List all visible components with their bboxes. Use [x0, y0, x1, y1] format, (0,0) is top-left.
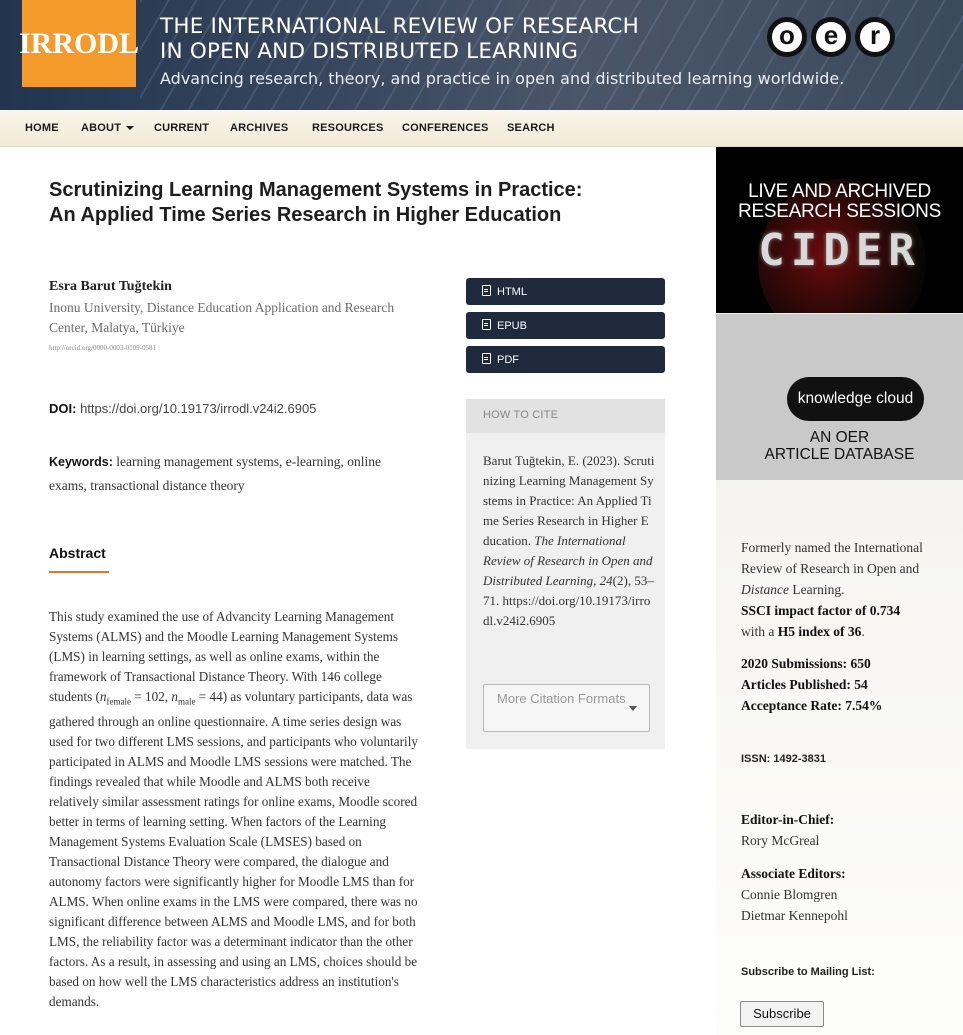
abstract-part1: This study examined the use of Advancity Learning Management Systems (ALMS) and the Moodle Learning Management Systems (LMS) in learning settings, as well as online exams, within the framework of Transactional Distance Theory. With 146 college students (	[49, 609, 399, 704]
cider-banner[interactable]	[716, 147, 963, 313]
journal-stats	[741, 653, 946, 716]
published-stat: Articles Published: 54	[741, 677, 868, 692]
how-to-cite-heading: HOW TO CITE	[466, 399, 665, 433]
chevron-down-icon	[629, 706, 637, 711]
knowledge-cloud-badge: knowledge cloud	[787, 377, 924, 421]
formerly-end: Learning.	[789, 582, 845, 597]
abstract-underline	[49, 571, 109, 573]
formerly-distance: Distance	[741, 582, 789, 597]
site-title[interactable]	[160, 14, 639, 64]
orcid-link[interactable]: http://orcid.org/0000-0003-0109-0581	[49, 344, 156, 352]
cider-line2: RESEARCH SESSIONS	[738, 201, 941, 222]
nav-about-label: ABOUT	[81, 122, 122, 134]
associate-editor-2: Dietmar Kennepohl	[741, 908, 848, 923]
oer-line1: AN OER	[809, 429, 870, 446]
main-nav	[0, 110, 963, 147]
nav-current[interactable]: CURRENT	[154, 122, 210, 134]
abstract-text	[49, 607, 421, 1012]
file-icon	[482, 285, 491, 296]
subscribe-label: Subscribe to Mailing List:	[741, 966, 875, 978]
editor-label: Editor-in-Chief:	[741, 812, 835, 827]
file-icon	[482, 319, 491, 330]
h5-prefix: with a	[741, 624, 778, 639]
male-value: = 44	[195, 689, 223, 704]
citation-formats-dropdown[interactable]	[483, 684, 650, 732]
author-name: Esra Barut Tuğtekin	[49, 279, 172, 294]
n-male-symbol: n	[171, 689, 178, 704]
citation-issue-pages: (2), 53–71.	[483, 573, 654, 608]
h5-suffix: .	[861, 624, 865, 639]
article-title-line1: Scrutinizing Learning Management Systems in Practice:	[49, 179, 583, 201]
acceptance-stat: Acceptance Rate: 7.54%	[741, 698, 883, 713]
subscribe-button[interactable]: Subscribe	[740, 1001, 824, 1027]
abstract-heading: Abstract	[49, 545, 106, 561]
html-galley-button[interactable]	[466, 278, 665, 305]
keywords-label: Keywords:	[49, 455, 113, 469]
chevron-down-icon	[126, 126, 134, 130]
citation-plain: Barut Tuğtekin, E. (2023). Scrutinizing Learning Management Systems in Practice: An Applied Time Series Research in Higher Education.	[483, 453, 655, 548]
site-title-line1: THE INTERNATIONAL REVIEW OF RESEARCH	[160, 14, 640, 39]
site-tagline: Advancing research, theory, and practice in open and distributed learning worldwide.	[160, 69, 845, 88]
nav-about[interactable]	[81, 122, 134, 134]
pdf-file-icon	[482, 353, 491, 364]
article-title-line2: An Applied Time Series Research in Higher Education	[49, 204, 562, 226]
keywords	[49, 450, 419, 497]
submissions-stat: 2020 Submissions: 650	[741, 656, 871, 671]
site-header	[0, 0, 963, 110]
abstract-part2: ) as voluntary participants, data was gathered through an online questionnaire. A time series design was used for two different LMS sessions, and participants who voluntarily participated in ALMS and Moodle LMS sessions were matched. The findings revealed that while Moodle and ALMS both receive relatively similar assessment ratings for online exams, Moodle scored better in terms of learning setting. When factors of the Learning Management Systems Evaluation Scale (LMSES) based on Transactional Distance Theory were compared, the dialogue and autonomy factors were significantly higher for Moodle LMS than for ALMS. When online exams in the LMS were compared, there was no significant difference between ALMS and Moodle LMS, and for both LMS, the reliability factor was a determinant indicator than the other factors. As a result, in assessing and using an LMS, choices should be based on how well the LMS characteristics address an institution's demands.	[49, 689, 418, 1009]
nav-archives[interactable]: ARCHIVES	[230, 122, 289, 134]
article-title	[49, 178, 669, 228]
citation-journal: The International Review of Research in Open and Distributed Learning	[483, 533, 653, 588]
epub-galley-button[interactable]	[466, 312, 665, 339]
citation-doi: https://doi.org/10.19173/irrodl.v24i2.6905	[483, 593, 651, 628]
nav-resources[interactable]: RESOURCES	[312, 122, 384, 134]
pdf-galley-button[interactable]	[466, 346, 665, 373]
h5-index: H5 index of 36	[777, 624, 862, 639]
how-to-cite-panel	[466, 399, 665, 749]
associate-editors-label: Associate Editors:	[741, 866, 846, 881]
nav-search[interactable]: SEARCH	[507, 122, 555, 134]
irrodl-logo[interactable]	[19, 0, 140, 87]
journal-info	[741, 537, 946, 642]
doi-row	[49, 401, 316, 416]
n-female-symbol: n	[99, 689, 107, 704]
keywords-value: learning management systems, e-learning, online exams, transactional distance theory	[49, 454, 381, 493]
male-sub: male	[178, 696, 196, 707]
oer-line2: ARTICLE DATABASE	[764, 446, 915, 463]
female-sub: female	[106, 696, 131, 707]
pdf-label: PDF	[497, 354, 519, 366]
cider-word: CIDER	[758, 225, 921, 276]
issn: ISSN: 1492-3831	[741, 753, 826, 765]
author-affiliation: Inonu University, Distance Education Application and Research Center, Malatya, Türkiye	[49, 300, 395, 335]
citation-sep: ,	[593, 573, 600, 588]
doi-link[interactable]: https://doi.org/10.19173/irrodl.v24i2.6905	[80, 401, 317, 416]
epub-label: EPUB	[497, 320, 527, 332]
nav-conferences[interactable]: CONFERENCES	[402, 122, 489, 134]
editor-name: Rory McGreal	[741, 833, 820, 848]
citation-text	[483, 451, 655, 631]
logo-text: IRRODL	[19, 26, 140, 60]
site-title-line2: IN OPEN AND DISTRIBUTED LEARNING	[160, 39, 579, 64]
citation-volume: 24	[599, 573, 613, 588]
nav-home[interactable]: HOME	[25, 122, 59, 134]
associate-editor-1: Connie Blomgren	[741, 887, 838, 902]
html-label: HTML	[497, 286, 527, 298]
formerly-text: Formerly named the International Review of Research in Open and	[741, 540, 923, 576]
oer-letter-o: o	[767, 17, 807, 57]
ssci-factor: SSCI impact factor of 0.734	[741, 603, 901, 618]
cider-line1: LIVE AND ARCHIVED	[748, 181, 931, 202]
oer-letter-e: e	[811, 17, 851, 57]
female-value: = 102,	[131, 689, 172, 704]
oer-letter-r: r	[855, 17, 895, 57]
doi-label: DOI:	[49, 401, 77, 416]
citation-formats-label: More Citation Formats	[497, 691, 626, 706]
